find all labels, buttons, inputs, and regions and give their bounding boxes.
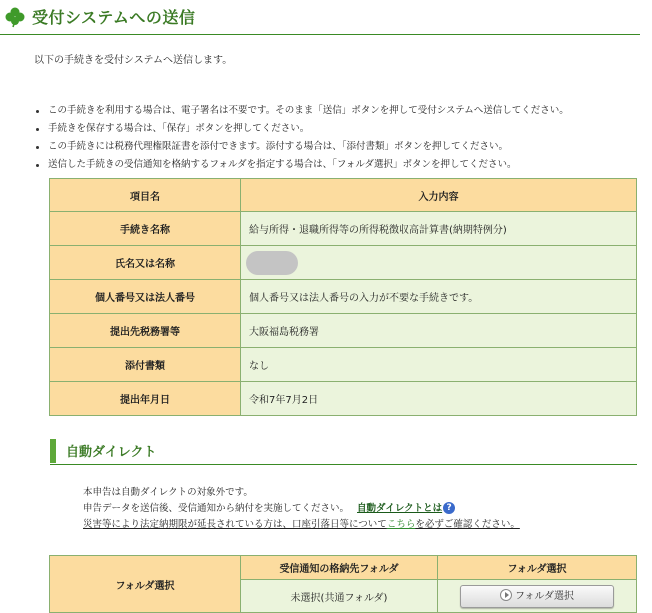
auto-direct-notice: 申告データを送信後、受信通知から納付を実施してください。 — [83, 503, 350, 514]
row-label: 氏名又は名称 — [50, 246, 241, 280]
row-value: なし — [241, 348, 637, 382]
section-title: 自動ダイレクト — [66, 445, 157, 460]
auto-direct-section-header — [50, 436, 637, 465]
disaster-notice-before: 災害等により法定納期限が延長されている方は、口座引落日等について — [83, 519, 387, 530]
row-label: 手続き名称 — [50, 212, 241, 246]
column-header-storage: 受信通知の格納先フォルダ — [241, 556, 438, 580]
auto-direct-help-link[interactable]: 自動ダイレクトとは — [357, 503, 443, 514]
page-header — [0, 0, 640, 35]
redacted-name — [246, 251, 298, 275]
row-label: 提出先税務署等 — [50, 314, 241, 348]
table-row — [50, 246, 637, 280]
table-row — [50, 314, 637, 348]
instruction-item: この手続きを利用する場合は、電子署名は不要です。そのまま「送信」ボタンを押して受付システムへ送信してください。 — [34, 103, 569, 121]
instruction-item: 送信した手続きの受信通知を格納するフォルダを指定する場合は、「フォルダ選択」ボタンを押してください。 — [34, 157, 569, 175]
folder-row-label: フォルダ選択 — [50, 556, 241, 613]
auto-direct-text — [83, 485, 520, 533]
folder-button-cell — [438, 580, 637, 613]
table-row — [50, 348, 637, 382]
row-value — [241, 246, 637, 280]
page-title: 受付システムへの送信 — [32, 8, 196, 27]
row-value: 大阪福島税務署 — [241, 314, 637, 348]
storage-folder-value: 未選択(共通フォルダ) — [241, 580, 438, 613]
here-link[interactable]: こちら — [386, 519, 416, 530]
instruction-item: この手続きには税務代理権限証書を添付できます。添付する場合は、「添付書類」ボタンを押してください。 — [34, 139, 569, 157]
column-header-value: 入力内容 — [241, 179, 637, 212]
row-label: 提出年月日 — [50, 382, 241, 416]
column-header-item: 項目名 — [50, 179, 241, 212]
table-row — [50, 212, 637, 246]
auto-direct-line-3 — [83, 517, 520, 533]
instruction-item: 手続きを保存する場合は、「保存」ボタンを押してください。 — [34, 121, 569, 139]
table-row — [50, 382, 637, 416]
row-label: 添付書類 — [50, 348, 241, 382]
row-value: 令和7年7月2日 — [241, 382, 637, 416]
auto-direct-line-2 — [83, 501, 520, 517]
folder-select-button[interactable] — [460, 585, 614, 608]
table-row — [50, 280, 637, 314]
play-icon — [500, 589, 512, 601]
auto-direct-line-1: 本申告は自動ダイレクトの対象外です。 — [83, 487, 253, 498]
row-value: 給与所得・退職所得等の所得税徴収高計算書(納期特例分) — [241, 212, 637, 246]
procedure-info-table — [49, 178, 637, 416]
row-value: 個人番号又は法人番号の入力が不要な手続きです。 — [241, 280, 637, 314]
row-label: 個人番号又は法人番号 — [50, 280, 241, 314]
column-header-select: フォルダ選択 — [438, 556, 637, 580]
disaster-notice-after: を必ずご確認ください。 — [415, 519, 520, 530]
intro-text: 以下の手続きを受付システムへ送信します。 — [34, 55, 233, 66]
instruction-list — [34, 103, 569, 175]
help-icon[interactable]: ? — [443, 502, 455, 514]
clover-icon — [4, 6, 26, 28]
folder-select-button-label: フォルダ選択 — [514, 590, 575, 602]
section-accent-bar — [50, 439, 56, 463]
folder-select-table — [49, 555, 637, 613]
